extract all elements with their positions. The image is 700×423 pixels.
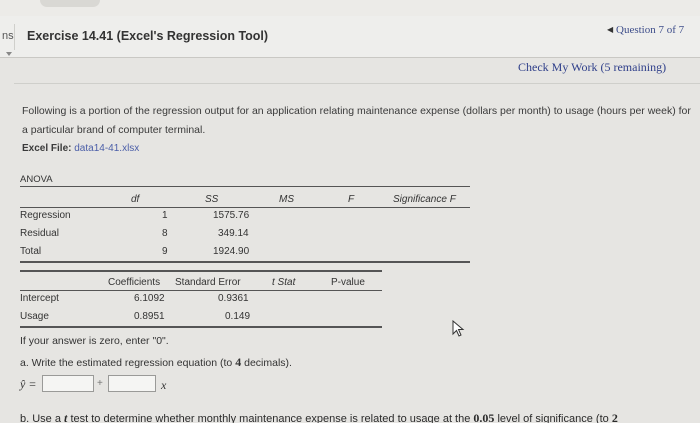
collapse-icon[interactable] [6,52,12,56]
coef-row-label: Intercept [20,293,59,304]
plus-sign: + [97,378,103,389]
coef-cell-standard-error: 0.9361 [218,293,249,304]
coef-header-coefficients: Coefficients [108,277,161,288]
coef-header-t-stat: t Stat [272,277,296,288]
x-variable: x [161,378,167,392]
coef-bottom-rule [20,326,382,328]
anova-top-rule [20,186,470,187]
nav-fragment[interactable]: ns [2,30,14,42]
top-strip [0,0,700,16]
logo-fragment [40,0,100,7]
prev-question-icon[interactable]: ◀ [607,25,614,34]
anova-header-rule [20,207,470,208]
anova-header-ss: SS [205,194,219,205]
anova-cell-ss: 349.14 [218,228,249,239]
part-b-t: t [64,411,68,423]
header-separator [14,24,15,50]
coef-header-standard-error: Standard Error [175,277,241,288]
part-b-prefix: b. Use a [20,413,61,423]
divider [14,83,700,84]
excel-file-label: Excel File: [22,143,72,154]
excel-file-line [22,143,139,154]
anova-cell-ss: 1924.90 [213,246,250,257]
anova-title: ANOVA [20,174,53,185]
part-b-text [20,411,618,423]
problem-intro: Following is a portion of the regression output for an application relating maintenance expense (dollars per month) to usage (hours per week) for a particular brand of computer terminal. [22,105,691,136]
mouse-cursor-icon [452,320,466,338]
coef-cell-coefficient: 6.1092 [134,293,165,304]
part-b-middle: test to determine whether monthly maintenance expense is related to usage at the [70,413,471,423]
question-indicator[interactable]: Question 7 of 7 [616,24,685,36]
part-a-suffix: decimals). [244,357,292,369]
zero-note: If your answer is zero, enter "0". [20,335,169,347]
anova-bottom-rule [20,261,470,263]
coef-cell-standard-error: 0.149 [225,311,251,322]
anova-row-label: Total [20,246,42,257]
anova-cell-df: 9 [162,246,168,257]
coef-header-p-value: P-value [331,277,365,288]
anova-header-df: df [131,194,140,205]
slope-input[interactable] [108,375,156,392]
part-a-text [20,355,292,370]
part-a-decimals: 4 [235,355,242,369]
part-a-prefix: a. Write the estimated regression equation (to [20,357,233,369]
intercept-input[interactable] [42,375,94,392]
anova-header-significance: Significance F [393,194,456,205]
anova-cell-df: 1 [162,210,168,221]
yhat-label: ŷ = [20,377,37,391]
coef-header-rule [20,290,382,291]
anova-cell-ss: 1575.76 [213,210,250,221]
exercise-title: Exercise 14.41 (Excel's Regression Tool) [27,29,269,43]
part-b-decimals: 2 [611,411,618,423]
anova-header-ms: MS [279,194,294,205]
coef-row-label: Usage [20,311,49,322]
coef-top-rule [20,270,382,272]
part-b-suffix: level of significance (to [497,413,609,423]
anova-row-label: Regression [20,210,71,221]
check-my-work-button[interactable]: Check My Work (5 remaining) [518,60,667,74]
anova-header-f: F [348,194,355,205]
excel-file-link[interactable]: data14-41.xlsx [74,143,140,154]
anova-row-label: Residual [20,228,59,239]
anova-cell-df: 8 [162,228,168,239]
part-b-level: 0.05 [473,411,495,423]
coef-cell-coefficient: 0.8951 [134,311,165,322]
